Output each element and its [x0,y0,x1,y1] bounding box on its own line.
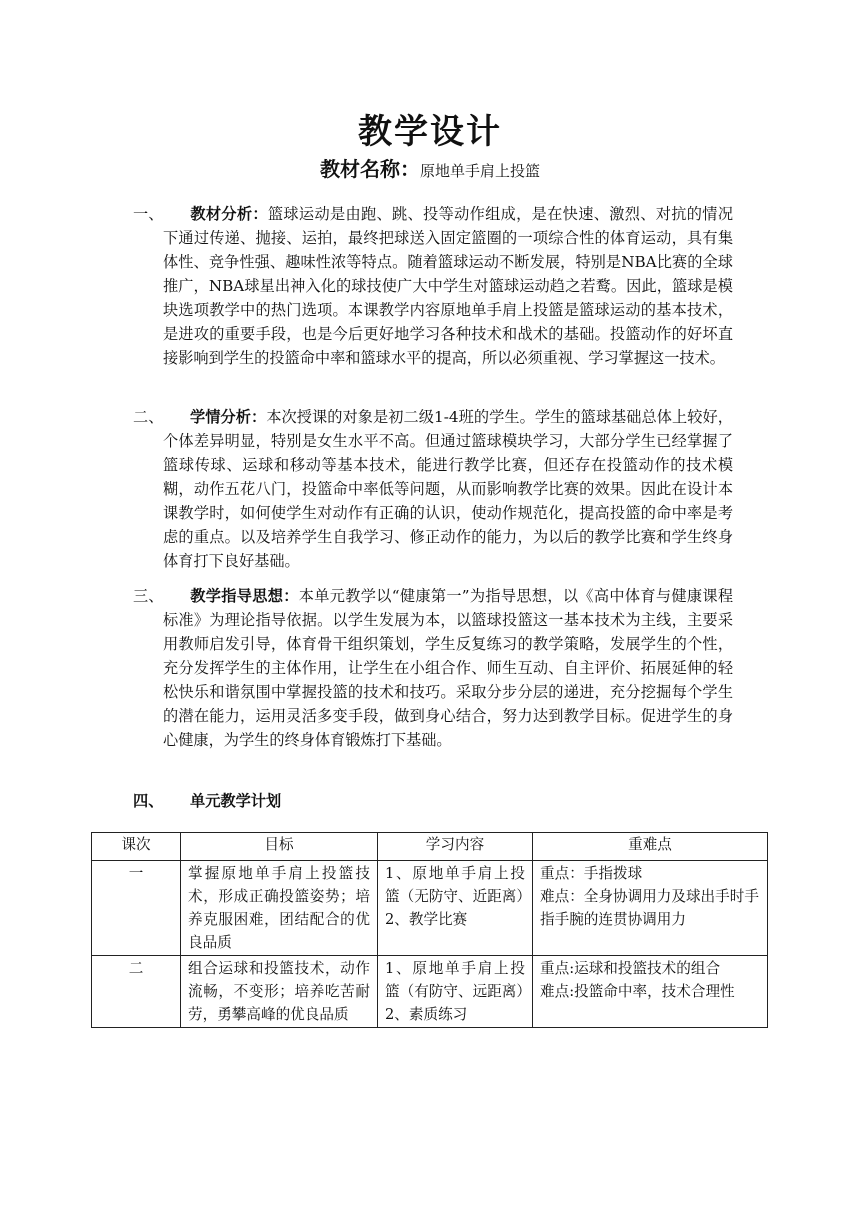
section-textbook-analysis [133,202,733,370]
key-points-cell [533,861,768,956]
difficulty-label: 难点: [540,983,575,1000]
unit-plan-table [91,832,768,1028]
section-guiding-ideology [133,584,733,752]
content-cell [378,861,533,956]
section-text: 本次授课的对象是初二级1-4班的学生。学生的篮球基础总体上较好，个体差异明显，特别是女生水平不高。但通过篮球模块学习，大部分学生已经掌握了篮球传球、运球和移动等基本技术，能进行教学比赛，但还存在投篮动作的技术模糊，动作五花八门，投篮命中率低等问题，从而影响教学比赛的效果。因此在设计本课教学时，如何使学生对动作有正确的认识，使动作规范化，提高投篮的命中率是考虑的重点。以及培养学生自我学习、修正动作的能力，为以后的教学比赛和学生终身体育打下良好基础。 [163,408,733,570]
section-text: 篮球运动是由跑、跳、投等动作组成，是在快速、激烈、对抗的情况下通过传递、抛接、运拍，最终把球送入固定篮圈的一项综合性的体育运动，具有集体性、竞争性强、趣味性浓等特点。随着篮球运动不断发展，特别是NBA比赛的全球推广，NBA球星出神入化的球技使广大中学生对篮球运动趋之若鹜。因此，篮球是模块选项教学中的热门选项。本课教学内容原地单手肩上投篮是篮球运动的基本技术，是进攻的重要手段，也是今后更好地学习各种技术和战术的基础。投篮动作的好坏直接影响到学生的投篮命中率和篮球水平的提高，所以必须重视、学习掌握这一技术。 [163,205,734,367]
content-item: 2、教学比赛 [385,911,468,928]
subtitle-value: 原地单手肩上投篮 [419,162,540,180]
column-header: 学习内容 [378,833,533,861]
lesson-cell: 二 [92,956,181,1028]
goal-cell: 掌握原地单手肩上投篮技术，形成正确投篮姿势；培养克服困难，团结配合的优良品质 [181,861,378,956]
content-item: 1、原地单手肩上投篮（无防守、近距离） [385,865,531,905]
content-item: 1、原地单手肩上投篮（有防守、远距离） [385,960,531,1000]
document-title: 教学设计 [358,112,502,152]
subtitle-label: 教材名称： [319,157,420,181]
document-subtitle [0,153,860,182]
column-header: 课次 [92,833,181,861]
content-item: 2、素质练习 [385,1006,468,1023]
key-point: 重点：手指拨球 [540,865,643,882]
unit-plan-heading [133,790,281,811]
difficulty-point [540,885,760,931]
section-text: 本单元教学以“健康第一”为指导思想，以《高中体育与健康课程标准》为理论指导依据。以学生发展为本，以篮球投篮这一基本技术为主线，主要采用教师启发引导，体育骨干组织策划，学生反复练习的教学策略，发展学生的个性，充分发挥学生的主体作用，让学生在小组合作、师生互动、自主评价、拓展延伸的轻松快乐和谐氛围中掌握投篮的技术和技巧。采取分步分层的递进，充分挖掘每个学生的潜在能力，运用灵活多变手段，做到身心结合，努力达到教学目标。促进学生的身心健康，为学生的终身体育锻炼打下基础。 [163,587,734,749]
difficulty-text: 投篮命中率，技术合理性 [574,983,735,1000]
section-number: 三、 [133,587,164,605]
table-header-row [92,833,768,861]
difficulty-text: 全身协调用力及球出手时手指手腕的连贯协调用力 [540,888,759,928]
difficulty-point [540,980,760,1003]
section-number: 四、 [133,792,164,810]
section-number: 二、 [133,408,164,426]
content-cell [378,956,533,1028]
key-points-cell [533,956,768,1028]
table-row [92,956,768,1028]
difficulty-label: 难点： [540,888,584,905]
column-header: 目标 [181,833,378,861]
section-number: 一、 [133,205,164,223]
table-row [92,861,768,956]
section-heading: 学情分析： [190,408,267,426]
section-heading: 单元教学计划 [190,792,282,810]
section-heading: 教材分析： [190,205,268,223]
key-point: 重点:运球和投篮技术的组合 [540,960,721,977]
section-heading: 教学指导思想： [190,587,299,605]
section-learner-analysis [133,405,733,573]
goal-cell: 组合运球和投篮技术，动作流畅，不变形；培养吃苦耐劳，勇攀高峰的优良品质 [181,956,378,1028]
lesson-cell: 一 [92,861,181,956]
column-header: 重难点 [533,833,768,861]
